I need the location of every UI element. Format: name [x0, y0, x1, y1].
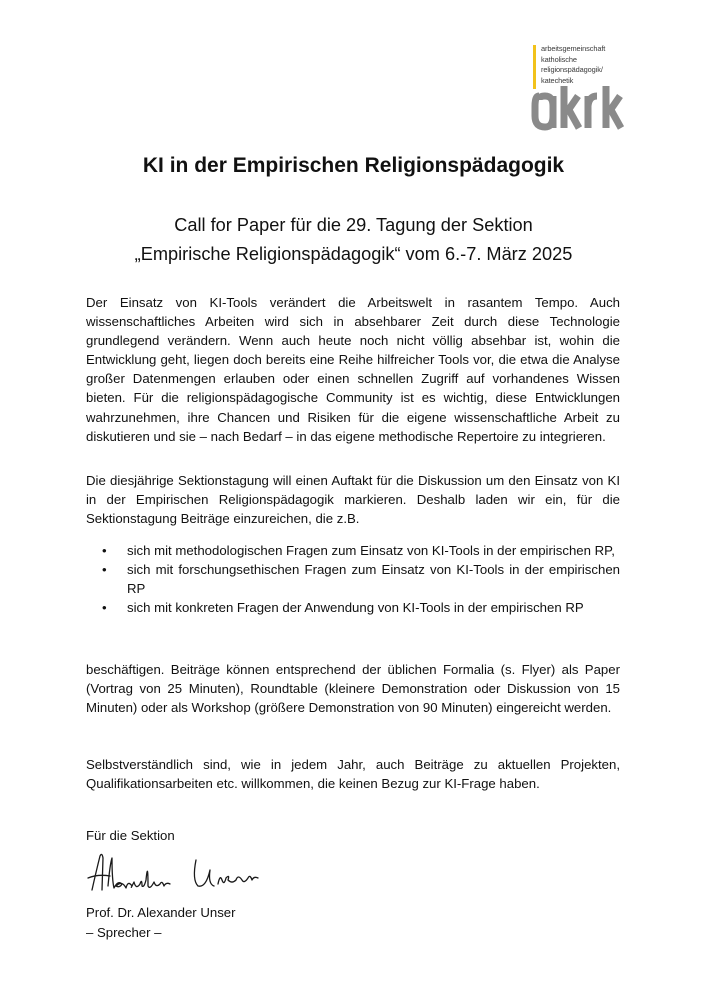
subtitle-line-1: Call for Paper für die 29. Tagung der Sektion	[174, 215, 533, 235]
paragraph-text: beschäftigen. Beiträge können entsprechend der üblichen Formalia (s. Flyer) als Paper (Vortrag von 25 Minuten), Roundtable (kleinere Demonstration oder Diskussion von 15 Minuten) oder als Workshop (größere Demonstration von 90 Minuten) eingereicht werden.	[86, 662, 620, 716]
signatory	[86, 903, 236, 942]
paragraph-text: Selbstverständlich sind, wie in jedem Jahr, auch Beiträge zu aktuellen Projekten, Qualifikationsarbeiten etc. willkommen, die keinen Bezug zur KI-Frage haben.	[86, 757, 620, 792]
logo-tagline	[541, 44, 605, 86]
list-item-text: sich mit konkreten Fragen der Anwendung von KI-Tools in der empirischen RP	[127, 600, 584, 616]
paragraph-text: Die diesjährige Sektionstagung will einen Auftakt für die Diskussion um den Einsatz von KI in der Empirischen Religionspädagogik markieren. Deshalb laden wir ein, für die Sektionstagung Beiträge einzureichen, die z.B.	[86, 473, 620, 527]
topic-list	[86, 541, 620, 617]
list-item	[86, 541, 620, 560]
paragraph-formats	[86, 660, 620, 717]
logo-line: arbeitsgemeinschaft	[541, 44, 606, 53]
signatory-name: Prof. Dr. Alexander Unser	[86, 905, 236, 920]
bullet-icon: •	[102, 600, 107, 616]
handwritten-signature	[86, 850, 266, 898]
paragraph-text: Der Einsatz von KI-Tools verändert die Arbeitswelt in rasantem Tempo. Auch wissenschaftliches Arbeiten wird sich in absehbarer Zeit durch diese Technologie grundlegend verändern. Wenn auch heute noch nicht völlig absehbar ist, wohin die Entwicklung geht, liegen doch bereits eine Reihe hilfreicher Tools vor, die etwa die Analyse großer Datenmengen erlauben oder einen schnellen Zugriff auf vorhandenes Wissen bieten. Für die religionspädagogische Community ist es wichtig, diese Entwicklungen wahrzunehmen, ihre Chancen und Risiken für die eigene wissenschaftliche Arbeit zu diskutieren und sie – nach Bedarf – in das eigene methodische Repertoire zu integrieren.	[86, 295, 620, 444]
page-title: KI in der Empirischen Religionspädagogik	[142, 154, 565, 177]
page-subtitle	[0, 211, 707, 269]
logo-wordmark	[531, 82, 627, 134]
signatory-role: – Sprecher –	[86, 924, 162, 940]
paragraph-intro	[86, 293, 620, 446]
logo-line: religionspädagogik/	[541, 65, 603, 74]
bullet-icon: •	[102, 562, 107, 578]
closing-line: Für die Sektion	[86, 828, 175, 843]
list-item-text: sich mit forschungsethischen Fragen zum Einsatz von KI-Tools in der empirischen RP	[127, 562, 620, 597]
list-item	[86, 598, 620, 617]
paragraph-invitation	[86, 471, 620, 528]
list-item-text: sich mit methodologischen Fragen zum Einsatz von KI-Tools in der empirischen RP,	[127, 543, 615, 558]
paragraph-other-contributions	[86, 755, 620, 793]
list-item	[86, 560, 620, 598]
akrk-logo	[533, 42, 633, 134]
logo-line: katechetik	[541, 75, 574, 85]
bullet-icon: •	[102, 543, 107, 558]
subtitle-line-2: „Empirische Religionspädagogik“ vom 6.-7. März 2025	[134, 244, 573, 264]
logo-line: katholische	[541, 54, 577, 64]
